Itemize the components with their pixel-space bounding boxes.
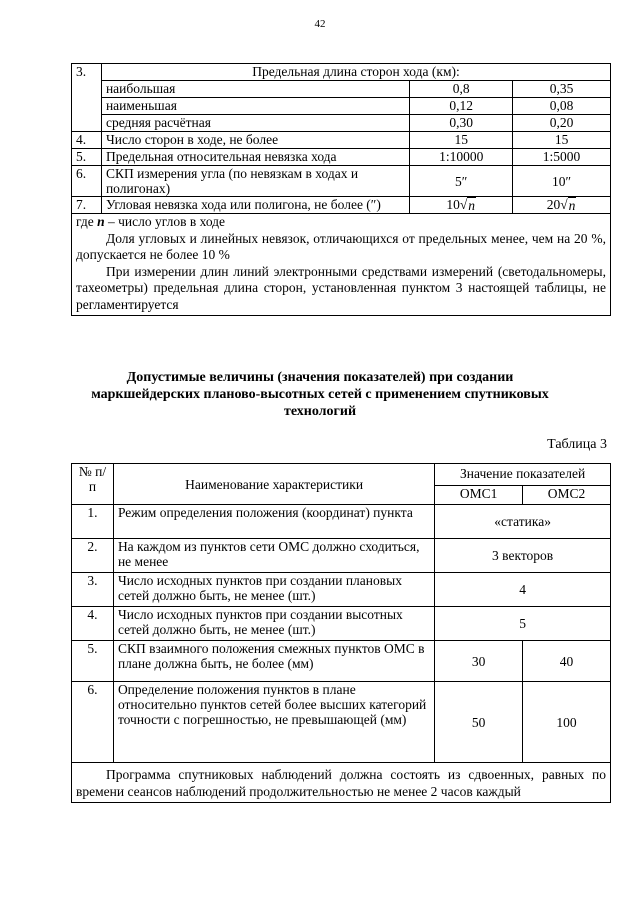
header-num: № п/п: [72, 464, 114, 505]
header-name: Наименование характеристики: [113, 464, 434, 505]
table-row: [72, 539, 611, 573]
row-num: 2.: [72, 539, 114, 573]
row-label: Режим определения положения (координат) пункта: [113, 505, 434, 539]
table-row: [72, 132, 611, 149]
table-row: [72, 505, 611, 539]
row-label: Предельная относительная невязка хода: [101, 149, 409, 166]
row-label: Угловая невязка хода или полигона, не более (″): [101, 197, 409, 214]
table-1-continued: [71, 63, 611, 316]
value-1: 0,12: [410, 98, 513, 115]
row-label: средняя расчётная: [101, 115, 409, 132]
value-2: 15: [513, 132, 611, 149]
note-paragraph: При измерении длин линий электронными средствами измерений (светодальномеры, тахеометры) предельная длина сторон, установленная пунктом 3 настоящей таблицы, не регламентируется: [76, 263, 606, 312]
row-num: 3.: [72, 573, 114, 607]
section-heading: Допустимые величины (значения показателей) при создании маркшейдерских планово-высотных сетей с применением спутниковых технологий: [91, 370, 549, 419]
header-oms2: ОМС2: [523, 485, 611, 504]
table-row: [72, 166, 611, 197]
table-row: [72, 149, 611, 166]
table-row: [72, 197, 611, 214]
value-1: [410, 197, 513, 214]
page-number: 42: [314, 18, 326, 30]
row-num: 6.: [72, 682, 114, 763]
sqrt-formula: 10 √ n: [446, 197, 476, 213]
table-3: [71, 463, 611, 803]
value-oms2: 100: [523, 682, 611, 763]
value-oms2: 40: [523, 641, 611, 682]
table-row: [72, 682, 611, 763]
table-row: [72, 98, 611, 115]
row-num: 1.: [72, 505, 114, 539]
sqrt-formula: 20 √ n: [546, 197, 576, 213]
table-row: [72, 641, 611, 682]
value-1: 0,30: [410, 115, 513, 132]
header-oms1: ОМС1: [435, 485, 523, 504]
value-merged: «статика»: [435, 505, 611, 539]
row-label: Число исходных пунктов при создании высотных сетей должно быть, не менее (шт.): [113, 607, 434, 641]
value-1: 1:10000: [410, 149, 513, 166]
value-2: 0,35: [513, 81, 611, 98]
table-row: [72, 573, 611, 607]
value-2: 0,20: [513, 115, 611, 132]
row-label: наименьшая: [101, 98, 409, 115]
row-label: наибольшая: [101, 81, 409, 98]
row-label: Число сторон в ходе, не более: [101, 132, 409, 149]
value-oms1: 30: [435, 641, 523, 682]
row-num: 4.: [72, 132, 102, 149]
row-num: 4.: [72, 607, 114, 641]
value-merged: 4: [435, 573, 611, 607]
value-oms1: 50: [435, 682, 523, 763]
row-num: 5.: [72, 641, 114, 682]
row-label: Число исходных пунктов при создании плановых сетей должно быть, не менее (шт.): [113, 573, 434, 607]
table-footer-note: Программа спутниковых наблюдений должна состоять из сдвоенных, равных по времени сеансов наблюдений продолжительностью не менее 2 часов каждый: [72, 763, 611, 803]
value-1: 0,8: [410, 81, 513, 98]
row-num: 7.: [72, 197, 102, 214]
value-1: 15: [410, 132, 513, 149]
header-values: Значение показателей: [435, 464, 611, 486]
table-row: [72, 607, 611, 641]
value-merged: 5: [435, 607, 611, 641]
row-label: СКП взаимного положения смежных пунктов ОМС в плане должна быть, не более (мм): [113, 641, 434, 682]
table-label: Таблица 3: [547, 437, 607, 452]
row-label: СКП измерения угла (по невязкам в ходах и полигонах): [101, 166, 409, 197]
row-num: 3.: [72, 64, 102, 132]
note-paragraph: Доля угловых и линейных невязок, отличающихся от предельных менее, чем на 20 %, допускается не более 10 %: [76, 230, 606, 262]
row-num: 5.: [72, 149, 102, 166]
table-note: где n – число углов в ходе Доля угловых и линейных невязок, отличающихся от предельных менее, чем на 20 %, допускается не более 10 % При измерении длин линий электронными средствами измерений (светодальномеры, тахеометры) предельная длина сторон, установленная пунктом 3 настоящей таблицы, не регламентируется: [72, 214, 611, 316]
row-label: Определение положения пунктов в плане относительно пунктов сетей более высших категорий точности с погрешностью, не превышающей (мм): [113, 682, 434, 763]
value-2: 0,08: [513, 98, 611, 115]
table-row: [72, 115, 611, 132]
row-label: На каждом из пунктов сети ОМС должно сходиться, не менее: [113, 539, 434, 573]
row-title: Предельная длина сторон хода (км):: [101, 64, 610, 81]
value-2: [513, 197, 611, 214]
value-2: 1:5000: [513, 149, 611, 166]
row-num: 6.: [72, 166, 102, 197]
value-1: 5″: [410, 166, 513, 197]
value-2: 10″: [513, 166, 611, 197]
value-merged: 3 векторов: [435, 539, 611, 573]
table-row: [72, 81, 611, 98]
